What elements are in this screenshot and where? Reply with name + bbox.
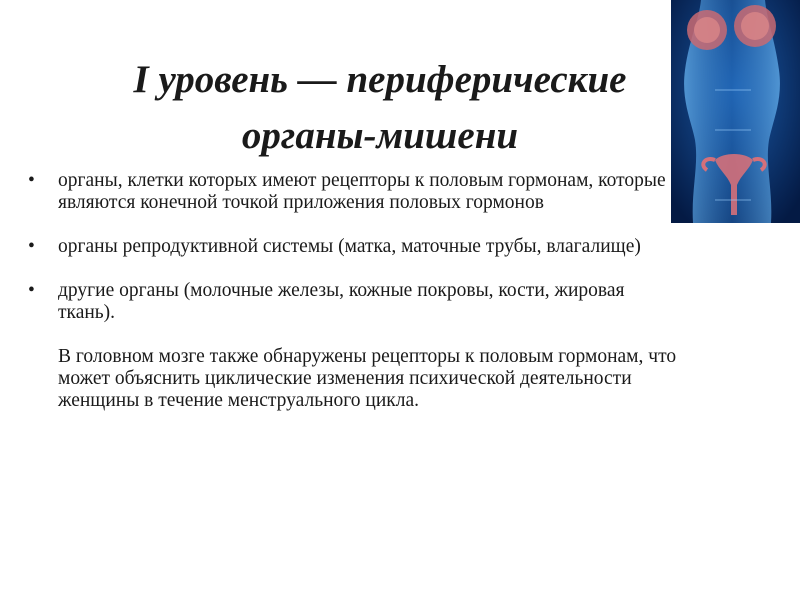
bullet-text: органы репродуктивной системы (матка, маточные трубы, влагалище) <box>58 236 641 257</box>
brain-receptors-note: В головном мозге также обнаружены рецепторы к половым гормонам, что может объяснить циклические изменения психической деятельности женщины в течение менструального цикла. <box>58 346 677 411</box>
bullet-list <box>28 170 678 434</box>
bullet-marker: • <box>28 280 35 301</box>
bullet-marker: • <box>28 170 35 191</box>
bullet-item <box>28 280 678 412</box>
bullet-text: органы, клетки которых имеют рецепторы к половым гормонам, которые являются конечной точкой приложения половых гормонов <box>58 170 666 213</box>
bullet-text: другие органы (молочные железы, кожные покровы, кости, жировая ткань). <box>58 280 625 323</box>
bullet-item <box>28 170 678 214</box>
bullet-item <box>28 236 678 258</box>
bullet-marker: • <box>28 236 35 257</box>
slide-title <box>40 52 720 164</box>
title-line-1: I уровень — периферические <box>133 58 627 101</box>
title-line-2: органы-мишени <box>241 114 519 157</box>
